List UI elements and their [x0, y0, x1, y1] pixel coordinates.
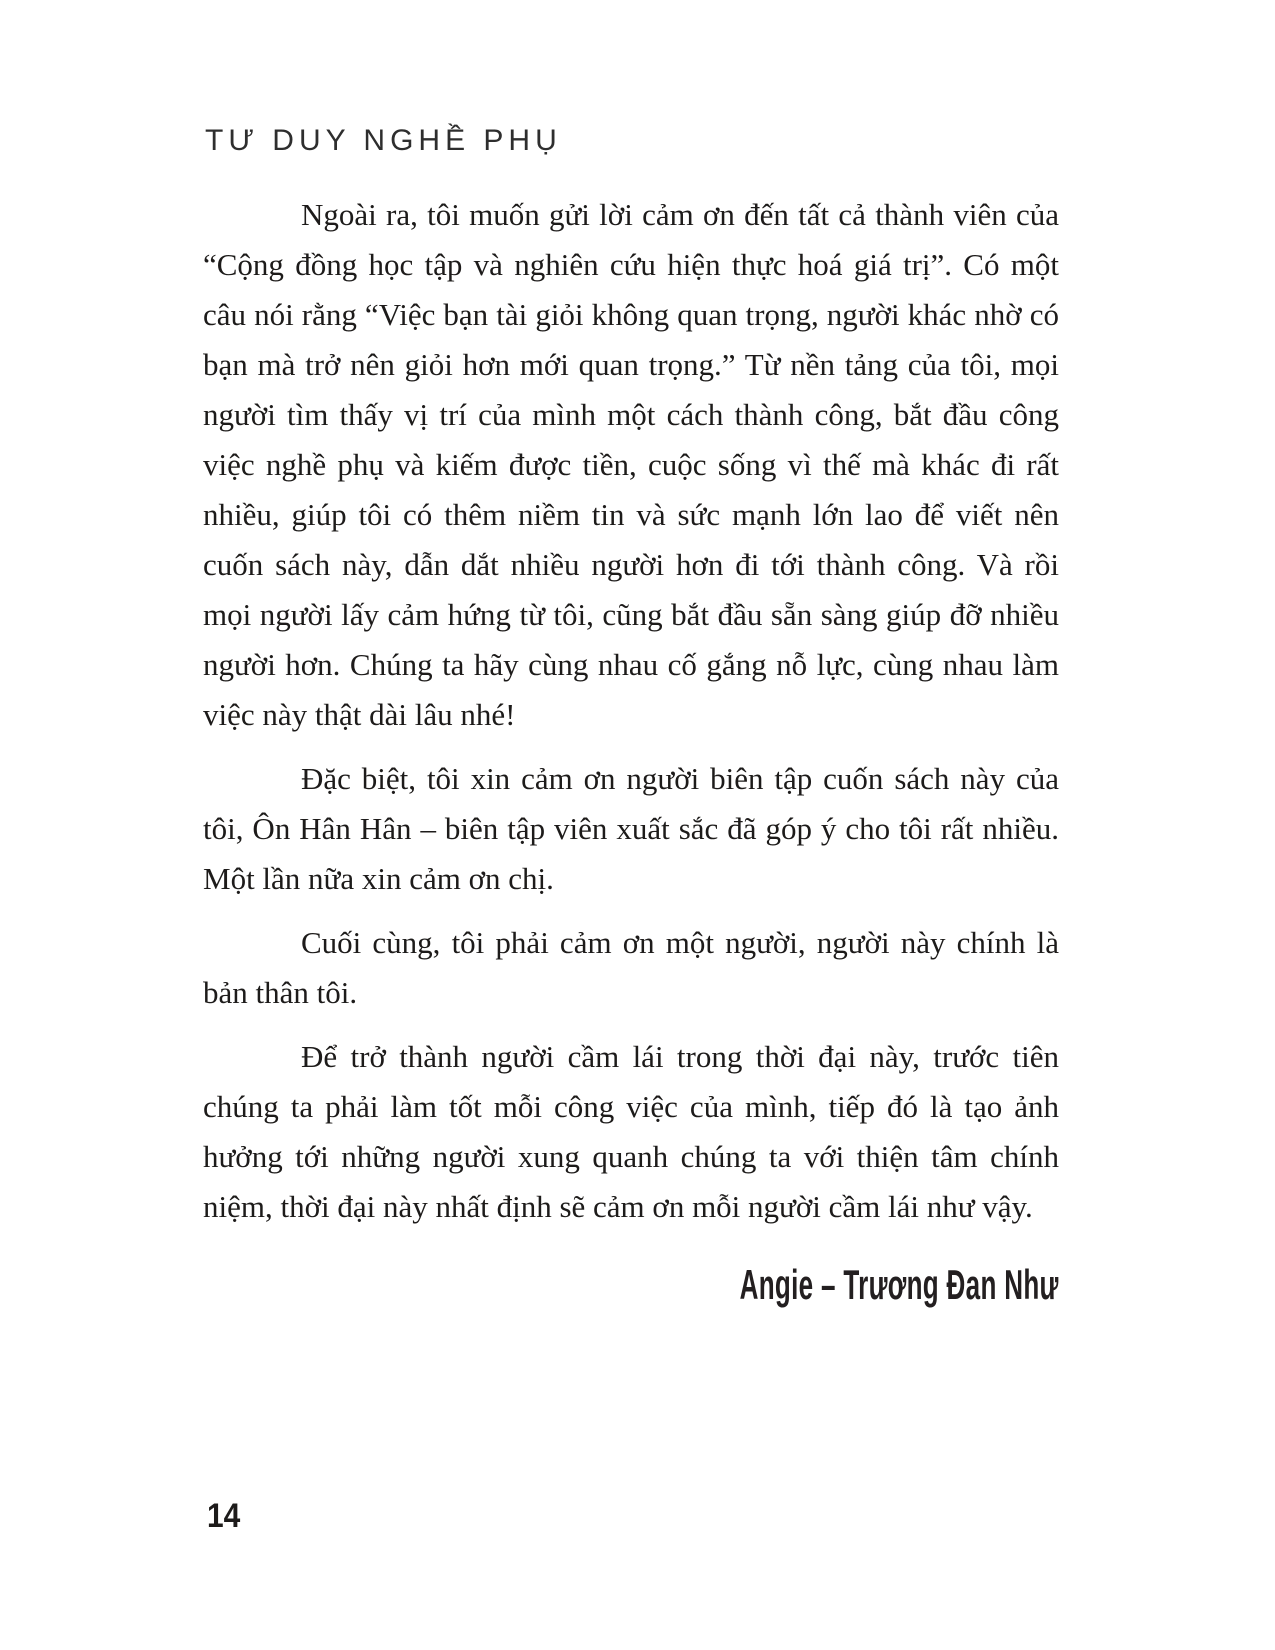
paragraph-acknowledgement-community: Ngoài ra, tôi muốn gửi lời cảm ơn đến tất cả thành viên của “Cộng đồng học tập và nghiên cứu hiện thực hoá giá trị”. Có một câu nói rằng “Việc bạn tài giỏi không quan trọng, người khác nhờ có bạn mà trở nên giỏi hơn mới quan trọng.” Từ nền tảng của tôi, mọi người tìm thấy vị trí của mình một cách thành công, bắt đầu công việc nghề phụ và kiếm được tiền, cuộc sống vì thế mà khác đi rất nhiều, giúp tôi có thêm niềm tin và sức mạnh lớn lao để viết nên cuốn sách này, dẫn dắt nhiều người hơn đi tới thành công. Và rồi mọi người lấy cảm hứng từ tôi, cũng bắt đầu sẵn sàng giúp đỡ nhiều người hơn. Chúng ta hãy cùng nhau cố gắng nỗ lực, cùng nhau làm việc này thật dài lâu nhé!	[203, 197, 1059, 732]
page-number: 14	[207, 1497, 241, 1535]
signature-row	[203, 1260, 1059, 1314]
paragraph-acknowledgement-self: Cuối cùng, tôi phải cảm ơn một người, người này chính là bản thân tôi.	[203, 925, 1059, 1010]
author-signature: Angie – Trương Đan Như	[739, 1261, 1059, 1308]
paragraph-closing: Để trở thành người cầm lái trong thời đại này, trước tiên chúng ta phải làm tốt mỗi công việc của mình, tiếp đó là tạo ảnh hưởng tới những người xung quanh chúng ta với thiện tâm chính niệm, thời đại này nhất định sẽ cảm ơn mỗi người cầm lái như vậy.	[203, 1039, 1059, 1224]
running-header: TƯ DUY NGHỀ PHỤ	[205, 124, 562, 157]
page-body	[203, 190, 1059, 1314]
paragraph-acknowledgement-editor: Đặc biệt, tôi xin cảm ơn người biên tập cuốn sách này của tôi, Ôn Hân Hân – biên tập viên xuất sắc đã góp ý cho tôi rất nhiều. Một lần nữa xin cảm ơn chị.	[203, 761, 1059, 896]
